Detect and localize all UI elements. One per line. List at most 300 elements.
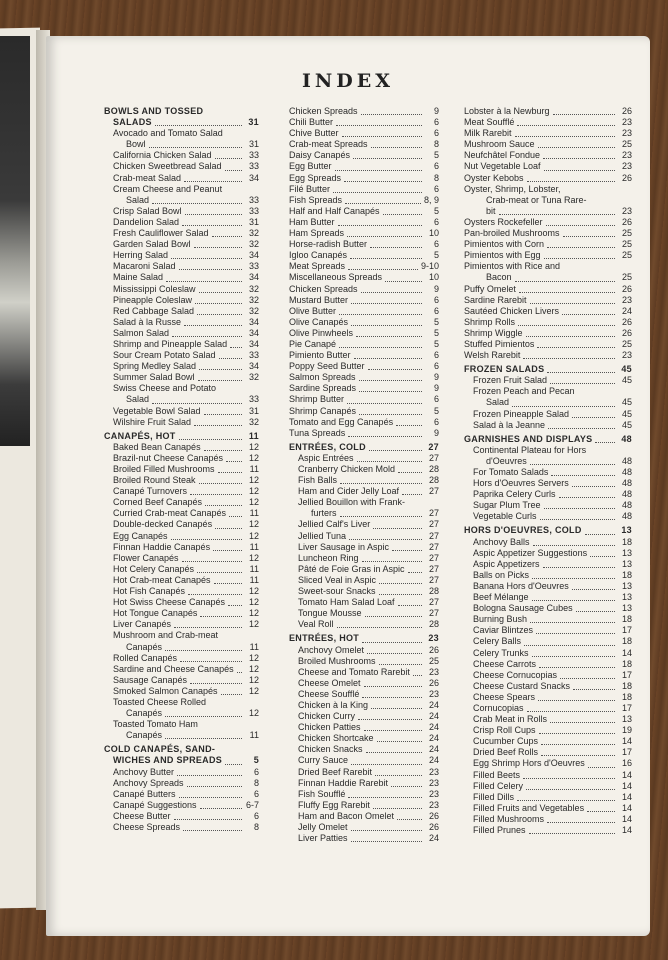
index-entry-label: Egg Shrimp Hors d'Oeuvres bbox=[473, 758, 585, 769]
index-entry bbox=[104, 767, 259, 778]
index-entry-label: Celery Trunks bbox=[473, 647, 529, 658]
index-entry bbox=[104, 789, 259, 800]
leader-dots bbox=[184, 324, 242, 326]
leader-dots bbox=[344, 180, 422, 182]
index-page-number: 11 bbox=[249, 508, 259, 519]
index-page-number: 34 bbox=[248, 361, 259, 372]
index-entry bbox=[289, 564, 439, 575]
index-entry-label: Cheese Carrots bbox=[473, 658, 537, 669]
index-entry bbox=[464, 284, 632, 295]
index-page bbox=[46, 36, 650, 936]
index-page-number: 8 bbox=[253, 777, 259, 788]
index-column-2 bbox=[289, 106, 439, 844]
index-entry bbox=[289, 328, 439, 339]
index-entry bbox=[464, 625, 632, 636]
index-entry bbox=[289, 184, 439, 195]
leader-dots bbox=[512, 405, 615, 407]
leader-dots bbox=[172, 335, 242, 337]
index-page-number: 6 bbox=[433, 394, 439, 405]
leader-dots bbox=[595, 441, 615, 443]
index-entry-label: Chive Butter bbox=[289, 128, 339, 139]
leader-dots bbox=[375, 774, 422, 776]
index-entry bbox=[464, 272, 632, 283]
index-entry-label: Chicken à la King bbox=[298, 699, 369, 710]
index-entry bbox=[289, 689, 439, 700]
index-page-number: 45 bbox=[621, 397, 632, 408]
index-page-number: 19 bbox=[621, 725, 632, 736]
index-entry-label: Pan-broiled Mushrooms bbox=[464, 228, 560, 239]
leader-dots bbox=[541, 754, 615, 756]
index-page-number: 6 bbox=[433, 161, 439, 172]
index-page-number: 45 bbox=[621, 364, 632, 375]
index-page-number: 6 bbox=[433, 239, 439, 250]
index-entry bbox=[289, 700, 439, 711]
index-entry-label: Salad bbox=[126, 194, 150, 205]
index-entry-label: Filled Fruits and Vegetables bbox=[473, 802, 585, 813]
leader-dots bbox=[204, 449, 242, 451]
index-page-number: 12 bbox=[248, 674, 259, 685]
index-entry-label: Mississippi Coleslaw bbox=[113, 283, 196, 294]
index-heading bbox=[104, 755, 259, 766]
index-entry-label: Baked Bean Canapés bbox=[113, 441, 201, 452]
index-page-number: 6 bbox=[433, 117, 439, 128]
index-entry-label: GARNISHES AND DISPLAYS bbox=[464, 433, 593, 444]
index-heading bbox=[289, 633, 439, 644]
index-entry bbox=[464, 106, 632, 117]
index-entry-label: Sardine and Cheese Canapés bbox=[113, 663, 234, 674]
index-entry bbox=[289, 394, 439, 405]
index-page-number: 28 bbox=[428, 475, 439, 486]
leader-dots bbox=[499, 213, 615, 215]
index-entry-label: Liver Canapés bbox=[113, 619, 172, 630]
index-page-number: 6 bbox=[253, 810, 259, 821]
index-page-number: 23 bbox=[428, 633, 439, 644]
index-page-number: 48 bbox=[621, 433, 632, 444]
index-entry-label: Crab-meat or Tuna Rare- bbox=[486, 194, 587, 205]
index-entry-label: Smoked Salmon Canapés bbox=[113, 685, 218, 696]
index-entry-label: Tongue Mousse bbox=[298, 608, 362, 619]
leader-dots bbox=[539, 666, 615, 668]
index-entry bbox=[289, 833, 439, 844]
index-page-number: 5 bbox=[433, 205, 439, 216]
index-page-number: 9 bbox=[433, 383, 439, 394]
leader-dots bbox=[540, 518, 615, 520]
index-page-number: 23 bbox=[428, 799, 439, 810]
leader-dots bbox=[364, 729, 422, 731]
index-entry-label: Ham Spreads bbox=[289, 228, 345, 239]
index-entry bbox=[464, 592, 632, 603]
index-page-number: 28 bbox=[428, 586, 439, 597]
index-entry bbox=[104, 173, 259, 184]
index-entry bbox=[289, 789, 439, 800]
index-entry bbox=[104, 708, 259, 719]
index-entry-label: Shrimp and Pineapple Salad bbox=[113, 338, 228, 349]
index-entry-label: Canapés bbox=[126, 730, 163, 741]
index-entry-label: Cream Cheese and Peanut bbox=[113, 183, 223, 194]
leader-dots bbox=[165, 649, 242, 651]
index-entry-label: Wilshire Fruit Salad bbox=[113, 416, 192, 427]
index-entry-label: Fluffy Egg Rarebit bbox=[298, 799, 370, 810]
index-entry-label: FROZEN SALADS bbox=[464, 364, 545, 375]
index-page-number: 14 bbox=[621, 802, 632, 813]
index-entry bbox=[104, 475, 259, 486]
leader-dots bbox=[385, 280, 422, 282]
leader-dots bbox=[532, 599, 615, 601]
index-entry-label: Swiss Cheese and Potato bbox=[113, 383, 217, 394]
index-entry-label: Canapés bbox=[126, 708, 163, 719]
index-page-number: 12 bbox=[248, 519, 259, 530]
index-entry bbox=[289, 464, 439, 475]
index-entry bbox=[289, 767, 439, 778]
index-entry bbox=[104, 719, 259, 730]
index-page-number: 12 bbox=[248, 475, 259, 486]
leader-dots bbox=[353, 157, 422, 159]
leader-dots bbox=[572, 485, 615, 487]
leader-dots bbox=[588, 766, 615, 768]
index-entry bbox=[104, 619, 259, 630]
index-entry bbox=[464, 295, 632, 306]
index-heading bbox=[464, 434, 632, 445]
index-entry-label: Shrimp Canapés bbox=[289, 405, 357, 416]
index-page-number: 32 bbox=[248, 416, 259, 427]
index-page-number: 10 bbox=[428, 272, 439, 283]
index-entry bbox=[464, 670, 632, 681]
index-entry-label: Tomato Ham Salad Loaf bbox=[298, 597, 395, 608]
index-entry-label: Caviar Blintzes bbox=[473, 625, 534, 636]
index-page-number: 26 bbox=[428, 822, 439, 832]
leader-dots bbox=[204, 413, 242, 415]
leader-dots bbox=[179, 438, 242, 440]
index-entry bbox=[104, 184, 259, 195]
index-entry bbox=[464, 173, 632, 184]
index-entry-label: Summer Salad Bowl bbox=[113, 372, 195, 383]
index-page-number: 13 bbox=[621, 558, 632, 569]
index-entry bbox=[104, 597, 259, 608]
index-entry-label: Poppy Seed Butter bbox=[289, 361, 365, 372]
index-page-number: 23 bbox=[428, 766, 439, 777]
index-entry-label: Flower Canapés bbox=[113, 552, 179, 563]
index-entry-label: Double-decked Canapés bbox=[113, 519, 213, 530]
index-entry bbox=[104, 486, 259, 497]
index-entry-label: Sugar Plum Tree bbox=[473, 500, 541, 511]
index-entry-label: Finnan Haddie Canapés bbox=[113, 541, 211, 552]
index-entry bbox=[464, 128, 632, 139]
leader-dots bbox=[171, 257, 242, 259]
leader-dots bbox=[333, 191, 422, 193]
index-entry-label: Avocado and Tomato Salad bbox=[113, 128, 223, 139]
leader-dots bbox=[180, 660, 242, 662]
index-entry bbox=[104, 372, 259, 383]
leader-dots bbox=[351, 763, 422, 765]
leader-dots bbox=[174, 626, 242, 628]
leader-dots bbox=[152, 202, 242, 204]
index-entry bbox=[464, 636, 632, 647]
index-entry bbox=[289, 117, 439, 128]
index-page-number: 26 bbox=[428, 644, 439, 655]
leader-dots bbox=[367, 652, 422, 654]
index-entry-label: Curried Crab-meat Canapés bbox=[113, 508, 227, 519]
index-page-number: 23 bbox=[428, 688, 439, 699]
index-entry-label: Frozen Fruit Salad bbox=[473, 375, 548, 386]
index-entry-label: Oyster, Shrimp, Lobster, bbox=[464, 183, 561, 194]
index-entry-label: Continental Plateau for Hors bbox=[473, 444, 587, 455]
index-page-number: 10 bbox=[428, 228, 439, 239]
index-entry-label: Egg Spreads bbox=[289, 172, 342, 183]
index-page-number: 12 bbox=[248, 708, 259, 719]
index-entry bbox=[104, 697, 259, 708]
index-entry bbox=[464, 317, 632, 328]
index-page-number: 26 bbox=[621, 216, 632, 227]
index-entry-label: Salmon Spreads bbox=[289, 372, 356, 383]
index-entry-label: Welsh Rarebit bbox=[464, 350, 521, 361]
index-page-number: 18 bbox=[621, 691, 632, 702]
index-entry bbox=[104, 730, 259, 741]
index-entry-label: Igloo Canapés bbox=[289, 250, 348, 261]
index-entry-label: Pimientos with Egg bbox=[464, 250, 541, 261]
index-page-number: 12 bbox=[248, 497, 259, 508]
index-entry bbox=[104, 272, 259, 283]
index-entry-label: Banana Hors d'Oeuvres bbox=[473, 580, 569, 591]
leader-dots bbox=[197, 571, 242, 573]
index-entry bbox=[104, 508, 259, 519]
index-entry bbox=[104, 195, 259, 206]
index-entry bbox=[289, 339, 439, 350]
index-page-number: 32 bbox=[248, 372, 259, 383]
leader-dots bbox=[544, 257, 615, 259]
index-entry-label: Fish Soufflé bbox=[298, 788, 346, 799]
index-entry bbox=[104, 642, 259, 653]
index-entry bbox=[464, 489, 632, 500]
index-entry-label: Chicken Curry bbox=[298, 711, 356, 722]
leader-dots bbox=[179, 268, 242, 270]
index-page-number: 25 bbox=[621, 338, 632, 349]
index-entry-label: Olive Butter bbox=[289, 305, 337, 316]
index-page-number: 27 bbox=[428, 563, 439, 574]
index-entry bbox=[464, 375, 632, 386]
leader-dots bbox=[517, 124, 615, 126]
index-page-number: 11 bbox=[249, 574, 259, 585]
leader-dots bbox=[339, 346, 422, 348]
index-entry-label: Hot Swiss Cheese Canapés bbox=[113, 597, 226, 608]
index-entry-label: Anchovy Balls bbox=[473, 536, 530, 547]
index-page-number: 9 bbox=[433, 427, 439, 438]
index-entry-label: Sour Cream Potato Salad bbox=[113, 350, 216, 361]
index-entry-label: Ham and Bacon Omelet bbox=[298, 810, 395, 821]
index-entry-label: Luncheon Ring bbox=[298, 552, 359, 563]
leader-dots bbox=[392, 549, 422, 551]
index-entry bbox=[289, 272, 439, 283]
leader-dots bbox=[547, 371, 615, 373]
leader-dots bbox=[215, 527, 242, 529]
index-entry-label: Frozen Pineapple Salad bbox=[473, 408, 570, 419]
index-entry bbox=[289, 239, 439, 250]
index-entry-label: Fresh Cauliflower Salad bbox=[113, 228, 209, 239]
leader-dots bbox=[543, 157, 615, 159]
index-entry bbox=[104, 339, 259, 350]
leader-dots bbox=[396, 424, 422, 426]
index-page-number: 12 bbox=[248, 652, 259, 663]
leader-dots bbox=[183, 829, 242, 831]
index-heading bbox=[289, 442, 439, 453]
index-entry bbox=[289, 722, 439, 733]
index-page-number: 17 bbox=[621, 747, 632, 758]
index-page-number: 5 bbox=[433, 250, 439, 261]
leader-dots bbox=[538, 699, 615, 701]
index-entry-label: Cheese Omelet bbox=[298, 677, 361, 688]
index-page-number: 23 bbox=[621, 294, 632, 305]
leader-dots bbox=[347, 235, 422, 237]
index-entry-label: Liver Sausage in Aspic bbox=[298, 541, 390, 552]
index-page-number: 8 bbox=[253, 822, 259, 832]
leader-dots bbox=[336, 124, 422, 126]
index-page-number: 17 bbox=[621, 702, 632, 713]
index-page-number: 27 bbox=[428, 519, 439, 530]
index-page-number: 14 bbox=[621, 647, 632, 658]
index-page-number: 12 bbox=[248, 685, 259, 696]
leader-dots bbox=[354, 357, 422, 359]
index-entry bbox=[289, 475, 439, 486]
index-entry bbox=[104, 575, 259, 586]
index-entry-label: Crab-meat Spreads bbox=[289, 139, 368, 150]
index-entry bbox=[464, 758, 632, 769]
index-entry-label: ENTRÉES, HOT bbox=[289, 633, 360, 644]
index-entry-label: Cheese Cornucopias bbox=[473, 669, 558, 680]
leader-dots bbox=[572, 416, 615, 418]
index-entry-label: Sardine Spreads bbox=[289, 383, 357, 394]
index-page-number: 27 bbox=[428, 552, 439, 563]
index-entry-label: Sautéed Chicken Livers bbox=[464, 305, 560, 316]
index-page-number: 27 bbox=[428, 608, 439, 619]
leader-dots bbox=[573, 688, 615, 690]
index-entry bbox=[464, 803, 632, 814]
index-entry bbox=[289, 317, 439, 328]
index-entry-label: Liver Patties bbox=[298, 833, 348, 844]
leader-dots bbox=[351, 324, 422, 326]
leader-dots bbox=[174, 818, 242, 820]
index-entry bbox=[464, 703, 632, 714]
index-entry-label: Neufchâtel Fondue bbox=[464, 150, 541, 161]
index-heading bbox=[104, 106, 259, 117]
index-entry bbox=[104, 608, 259, 619]
index-entry bbox=[104, 394, 259, 405]
index-page-number: 6 bbox=[433, 361, 439, 372]
index-page-number: 24 bbox=[428, 722, 439, 733]
index-entry-label: Shrimp Rolls bbox=[464, 316, 516, 327]
index-entry bbox=[104, 261, 259, 272]
index-entry bbox=[289, 608, 439, 619]
index-page-number: 8, 9 bbox=[423, 194, 439, 205]
leader-dots bbox=[215, 157, 242, 159]
leader-dots bbox=[199, 291, 242, 293]
index-page-number: 13 bbox=[621, 547, 632, 558]
index-page-number: 45 bbox=[621, 408, 632, 419]
leader-dots bbox=[373, 807, 422, 809]
index-page-number: 23 bbox=[621, 161, 632, 172]
index-page-number: 13 bbox=[621, 525, 632, 536]
index-page-number: 25 bbox=[621, 139, 632, 150]
index-page-number: 6 bbox=[433, 350, 439, 361]
index-entry bbox=[289, 406, 439, 417]
index-page-number: 33 bbox=[248, 350, 259, 361]
leader-dots bbox=[212, 235, 242, 237]
leader-dots bbox=[361, 291, 422, 293]
index-page-number: 23 bbox=[621, 350, 632, 361]
index-entry-label: Beef Mélange bbox=[473, 592, 529, 603]
index-entry-label: Pimientos with Rice and bbox=[464, 261, 561, 272]
index-page-number: 23 bbox=[428, 777, 439, 788]
index-page-number: 27 bbox=[428, 574, 439, 585]
leader-dots bbox=[408, 571, 422, 573]
index-page-number: 12 bbox=[248, 586, 259, 597]
index-entry bbox=[464, 478, 632, 489]
index-page-number: 45 bbox=[621, 419, 632, 430]
index-entry bbox=[464, 825, 632, 836]
leader-dots bbox=[547, 246, 615, 248]
index-entry bbox=[289, 678, 439, 689]
index-entry-label: Toasted Tomato Ham bbox=[113, 719, 198, 730]
index-page-number: 26 bbox=[621, 172, 632, 183]
index-entry-label: Milk Rarebit bbox=[464, 128, 512, 139]
index-entry bbox=[104, 519, 259, 530]
leader-dots bbox=[359, 379, 422, 381]
leader-dots bbox=[553, 113, 615, 115]
index-page-number: 27 bbox=[428, 530, 439, 541]
index-entry bbox=[464, 184, 632, 195]
index-entry-label: Mushroom and Crab-meat bbox=[113, 630, 219, 641]
leader-dots bbox=[359, 390, 422, 392]
index-entry bbox=[104, 811, 259, 822]
index-page-number: 17 bbox=[621, 669, 632, 680]
index-entry bbox=[464, 350, 632, 361]
leader-dots bbox=[166, 280, 242, 282]
index-page-number: 26 bbox=[621, 106, 632, 116]
index-entry bbox=[104, 128, 259, 139]
index-entry-label: Egg Butter bbox=[289, 161, 332, 172]
index-entry-label: Hot Celery Canapés bbox=[113, 563, 195, 574]
index-entry bbox=[464, 681, 632, 692]
index-entry bbox=[464, 445, 632, 456]
index-entry bbox=[464, 692, 632, 703]
index-page-number: 28 bbox=[428, 619, 439, 630]
index-entry-label: Pâté de Foie Gras in Aspic bbox=[298, 563, 405, 574]
index-page-number: 6 bbox=[433, 294, 439, 305]
index-entry-label: Canapé Suggestions bbox=[113, 799, 197, 810]
index-entry bbox=[464, 714, 632, 725]
index-entry bbox=[289, 306, 439, 317]
index-entry-label: Cheese and Tomato Rarebit bbox=[298, 666, 410, 677]
leader-dots bbox=[200, 807, 242, 809]
leader-dots bbox=[370, 246, 422, 248]
index-page-number: 12 bbox=[248, 486, 259, 497]
index-entry bbox=[289, 173, 439, 184]
index-entry bbox=[289, 800, 439, 811]
index-entry-label: CANAPÉS, HOT bbox=[104, 430, 176, 441]
index-entry bbox=[464, 409, 632, 420]
index-entry-label: Balls on Picks bbox=[473, 569, 530, 580]
index-page-number: 18 bbox=[621, 569, 632, 580]
index-entry-label: Daisy Canapés bbox=[289, 150, 351, 161]
index-page-number: 8 bbox=[433, 172, 439, 183]
index-entry-label: Canapé Turnovers bbox=[113, 486, 188, 497]
index-entry bbox=[289, 295, 439, 306]
index-entry-label: Cucumber Cups bbox=[473, 736, 539, 747]
index-entry bbox=[464, 537, 632, 548]
index-entry bbox=[289, 428, 439, 439]
index-page-number: 18 bbox=[621, 680, 632, 691]
index-page-number: 31 bbox=[248, 139, 259, 150]
index-page-number: 13 bbox=[621, 580, 632, 591]
index-page-number: 24 bbox=[428, 755, 439, 766]
